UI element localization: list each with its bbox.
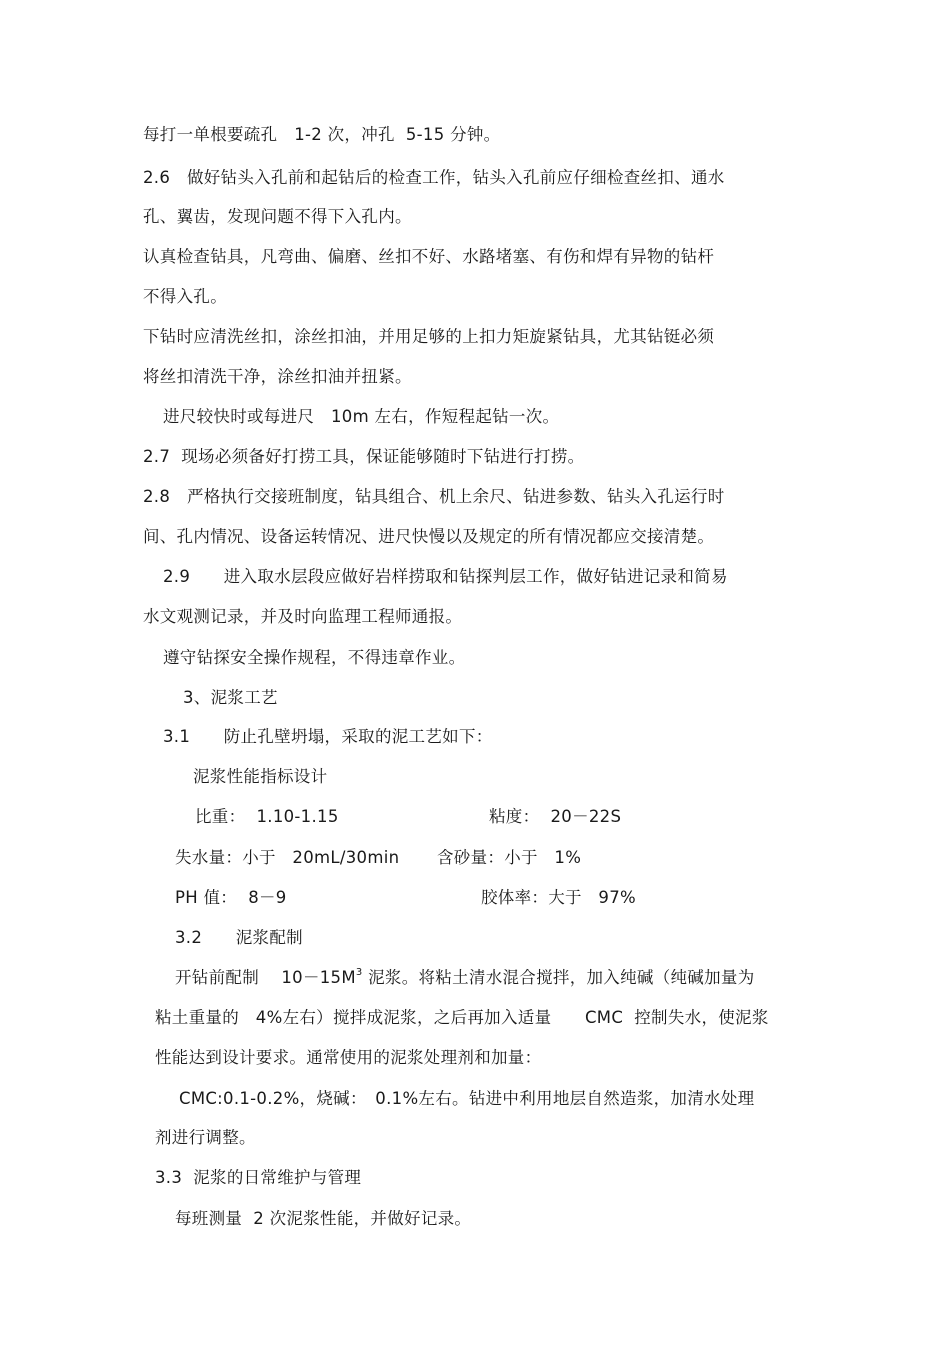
text-line: 2.9 进入取水层段应做好岩样捞取和钻探判层工作，做好钻进记录和简易	[163, 567, 728, 586]
text-line: 性能达到设计要求。通常使用的泥浆处理剂和加量：	[155, 1048, 542, 1067]
table-title: 泥浆性能指标设计	[193, 767, 328, 786]
subsection-heading: 3.1 防止孔壁坍塌，采取的泥工艺如下：	[163, 727, 493, 746]
text-line: 遵守钻探安全操作规程，不得违章作业。	[163, 648, 466, 667]
text-line: 每班测量 2 次泥浆性能，并做好记录。	[175, 1209, 472, 1228]
text-line: 孔、翼齿，发现问题不得下入孔内。	[143, 207, 412, 226]
text-line: 间、孔内情况、设备运转情况、进尺快慢以及规定的所有情况都应交接清楚。	[143, 527, 715, 546]
spec-viscosity: 粘度： 20－22S	[489, 807, 622, 826]
spec-specific-gravity: 比重： 1.10-1.15	[195, 807, 339, 826]
subsection-heading: 3.2 泥浆配制	[175, 928, 303, 947]
text-line: 每打一单根要疏孔 1-2 次，冲孔 5-15 分钟。	[143, 125, 501, 144]
text-line: 将丝扣清洗干净，涂丝扣油并扭紧。	[143, 367, 412, 386]
text-line: 2.7 现场必须备好打捞工具，保证能够随时下钻进行打捞。	[143, 447, 585, 466]
text-line: 不得入孔。	[143, 287, 227, 306]
text-line: 粘土重量的 4%左右）搅拌成泥浆，之后再加入适量 CMC 控制失水，使泥浆	[155, 1008, 769, 1027]
subsection-heading: 3.3 泥浆的日常维护与管理	[155, 1168, 362, 1187]
text-line: 进尺较快时或每进尺 10m 左右，作短程起钻一次。	[163, 407, 560, 426]
spec-water-loss: 失水量：小于 20mL/30min	[175, 848, 400, 867]
text-line: 水文观测记录，并及时向监理工程师通报。	[143, 607, 463, 626]
spec-colloid-rate: 胶体率：大于 97%	[481, 888, 637, 907]
text-line: 2.8 严格执行交接班制度，钻具组合、机上余尺、钻进参数、钻头入孔运行时	[143, 487, 725, 506]
spec-ph: PH 值： 8－9	[175, 888, 287, 907]
text-line: 下钻时应清洗丝扣，涂丝扣油，并用足够的上扣力矩旋紧钻具，尤其钻铤必须	[143, 327, 715, 346]
text-line: 剂进行调整。	[155, 1128, 256, 1147]
text-line: 开钻前配制 $10-15M^3$ 泥浆。将粘土清水混合搅拌，加入纯碱（纯碱加量为	[175, 966, 755, 987]
spec-sand-content: 含砂量：小于 1%	[437, 848, 582, 867]
text-line: 认真检查钻具，凡弯曲、偏磨、丝扣不好、水路堵塞、有伤和焊有异物的钻杆	[143, 247, 715, 266]
text-line: CMC:0.1-0.2%，烧碱： 0.1%左右。钻进中利用地层自然造浆，加清水处理	[179, 1089, 755, 1108]
text-line: 2.6 做好钻头入孔前和起钻后的检查工作，钻头入孔前应仔细检查丝扣、通水	[143, 168, 725, 187]
section-heading: 3、泥浆工艺	[183, 688, 278, 707]
